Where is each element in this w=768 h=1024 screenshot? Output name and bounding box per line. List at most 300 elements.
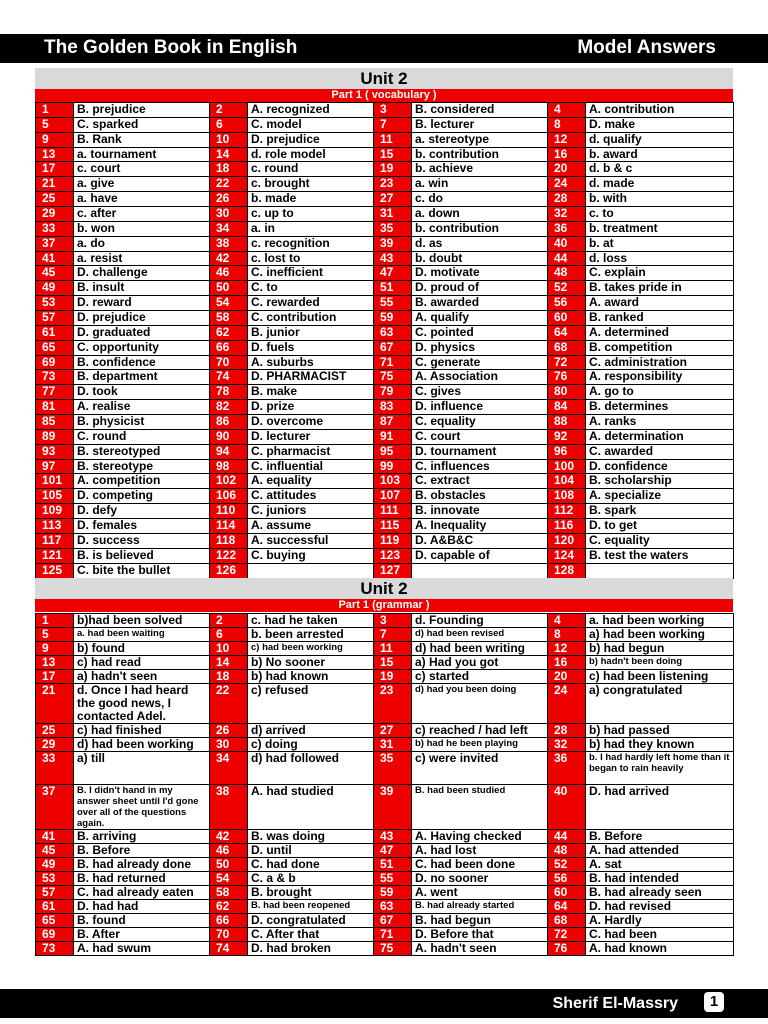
question-number: 64 bbox=[548, 900, 586, 914]
question-number: 95 bbox=[374, 444, 412, 459]
question-number: 17 bbox=[36, 670, 74, 684]
answer-cell: D. A&B&C bbox=[412, 533, 548, 548]
question-number: 10 bbox=[210, 132, 248, 147]
answer-cell: A. Association bbox=[412, 370, 548, 385]
answer-cell: A. assume bbox=[248, 519, 374, 534]
table-row bbox=[36, 886, 734, 900]
question-number: 20 bbox=[548, 162, 586, 177]
header-bar bbox=[0, 34, 768, 63]
answer-cell: a. had been working bbox=[586, 614, 734, 628]
question-number: 50 bbox=[210, 281, 248, 296]
answer-cell: D. to get bbox=[586, 519, 734, 534]
answer-cell: c. recognition bbox=[248, 236, 374, 251]
question-number: 79 bbox=[374, 385, 412, 400]
answer-cell: C. explain bbox=[586, 266, 734, 281]
answer-cell: c) had read bbox=[74, 656, 210, 670]
answer-cell: B. confidence bbox=[74, 355, 210, 370]
answer-cell: B. found bbox=[74, 914, 210, 928]
table-row bbox=[36, 858, 734, 872]
answer-cell: B. awarded bbox=[412, 296, 548, 311]
answer-cell: B. physicist bbox=[74, 415, 210, 430]
table-row bbox=[36, 355, 734, 370]
answer-cell: D. motivate bbox=[412, 266, 548, 281]
answer-cell: A. had swum bbox=[74, 942, 210, 956]
answer-cell: a. down bbox=[412, 207, 548, 222]
vocabulary-answers-table bbox=[35, 102, 734, 579]
question-number: 44 bbox=[548, 251, 586, 266]
answer-cell: d) had been revised bbox=[412, 628, 548, 642]
question-number: 40 bbox=[548, 785, 586, 830]
question-number: 124 bbox=[548, 548, 586, 563]
question-number: 24 bbox=[548, 684, 586, 724]
question-number: 52 bbox=[548, 281, 586, 296]
question-number: 19 bbox=[374, 670, 412, 684]
question-number: 82 bbox=[210, 400, 248, 415]
table-row bbox=[36, 459, 734, 474]
question-number: 35 bbox=[374, 221, 412, 236]
table-row bbox=[36, 207, 734, 222]
table-row bbox=[36, 872, 734, 886]
page-subtitle: Model Answers bbox=[577, 37, 716, 58]
answer-cell: C. bite the bullet bbox=[74, 563, 210, 578]
answer-cell: d) had been working bbox=[74, 738, 210, 752]
question-number: 14 bbox=[210, 656, 248, 670]
answer-cell: B. had already started bbox=[412, 900, 548, 914]
table-row bbox=[36, 914, 734, 928]
question-number: 1 bbox=[36, 103, 74, 118]
answer-cell: B. spark bbox=[586, 504, 734, 519]
table-row bbox=[36, 656, 734, 670]
answer-cell: C. opportunity bbox=[74, 340, 210, 355]
answer-cell: d) had followed bbox=[248, 752, 374, 785]
answer-cell: D. overcome bbox=[248, 415, 374, 430]
question-number: 26 bbox=[210, 192, 248, 207]
answer-cell: A. recognized bbox=[248, 103, 374, 118]
question-number: 15 bbox=[374, 656, 412, 670]
answer-cell: A. determined bbox=[586, 325, 734, 340]
question-number: 2 bbox=[210, 614, 248, 628]
answer-cell: D. had arrived bbox=[586, 785, 734, 830]
question-number: 121 bbox=[36, 548, 74, 563]
answer-cell: A. award bbox=[586, 296, 734, 311]
answer-cell: b) had he been playing bbox=[412, 738, 548, 752]
answer-cell: b. doubt bbox=[412, 251, 548, 266]
answer-cell: d. made bbox=[586, 177, 734, 192]
answer-cell: c) were invited bbox=[412, 752, 548, 785]
question-number: 39 bbox=[374, 236, 412, 251]
answer-cell: a. in bbox=[248, 221, 374, 236]
answer-cell: D. females bbox=[74, 519, 210, 534]
answer-cell bbox=[248, 563, 374, 578]
answer-cell: d) had been writing bbox=[412, 642, 548, 656]
table-row bbox=[36, 385, 734, 400]
answer-cell: c) reached / had left bbox=[412, 724, 548, 738]
table-row bbox=[36, 614, 734, 628]
question-number: 108 bbox=[548, 489, 586, 504]
answer-cell: B. was doing bbox=[248, 830, 374, 844]
question-number: 32 bbox=[548, 738, 586, 752]
question-number: 41 bbox=[36, 830, 74, 844]
table-row bbox=[36, 340, 734, 355]
question-number: 2 bbox=[210, 103, 248, 118]
answer-cell: b. contribution bbox=[412, 147, 548, 162]
question-number: 61 bbox=[36, 325, 74, 340]
table-row bbox=[36, 132, 734, 147]
question-number: 11 bbox=[374, 132, 412, 147]
part-heading: Part 1 (grammar ) bbox=[35, 599, 733, 612]
question-number: 69 bbox=[36, 928, 74, 942]
question-number: 43 bbox=[374, 251, 412, 266]
answer-cell: c) doing bbox=[248, 738, 374, 752]
answer-cell: A. equality bbox=[248, 474, 374, 489]
answer-cell: B. had been studied bbox=[412, 785, 548, 830]
question-number: 36 bbox=[548, 221, 586, 236]
answer-cell: b. made bbox=[248, 192, 374, 207]
question-number: 60 bbox=[548, 311, 586, 326]
question-number: 111 bbox=[374, 504, 412, 519]
question-number: 26 bbox=[210, 724, 248, 738]
question-number: 128 bbox=[548, 563, 586, 578]
answer-cell: C. After that bbox=[248, 928, 374, 942]
question-number: 77 bbox=[36, 385, 74, 400]
question-number: 48 bbox=[548, 844, 586, 858]
answer-cell: D. confidence bbox=[586, 459, 734, 474]
answer-cell: A. sat bbox=[586, 858, 734, 872]
question-number: 11 bbox=[374, 642, 412, 656]
question-number: 74 bbox=[210, 370, 248, 385]
question-number: 115 bbox=[374, 519, 412, 534]
answer-cell: A. Inequality bbox=[412, 519, 548, 534]
answer-cell: D. had broken bbox=[248, 942, 374, 956]
question-number: 93 bbox=[36, 444, 74, 459]
question-number: 40 bbox=[548, 236, 586, 251]
answer-cell: D. prize bbox=[248, 400, 374, 415]
question-number: 101 bbox=[36, 474, 74, 489]
table-row bbox=[36, 548, 734, 563]
table-row bbox=[36, 830, 734, 844]
question-number: 58 bbox=[210, 886, 248, 900]
answer-cell: A. had studied bbox=[248, 785, 374, 830]
question-number: 60 bbox=[548, 886, 586, 900]
question-number: 57 bbox=[36, 886, 74, 900]
answer-cell: C. influential bbox=[248, 459, 374, 474]
table-row bbox=[36, 400, 734, 415]
answer-cell: C. to bbox=[248, 281, 374, 296]
answer-cell: B. I didn't hand in my answer sheet until I'd gone over all of the questions again. bbox=[74, 785, 210, 830]
answer-cell: B. considered bbox=[412, 103, 548, 118]
question-number: 104 bbox=[548, 474, 586, 489]
answer-cell: B. had intended bbox=[586, 872, 734, 886]
answer-cell: c. court bbox=[74, 162, 210, 177]
question-number: 54 bbox=[210, 872, 248, 886]
question-number: 116 bbox=[548, 519, 586, 534]
question-number: 47 bbox=[374, 844, 412, 858]
answer-cell: D. influence bbox=[412, 400, 548, 415]
answer-cell: C. had been bbox=[586, 928, 734, 942]
answer-cell: c. up to bbox=[248, 207, 374, 222]
answer-cell bbox=[586, 563, 734, 578]
question-number: 119 bbox=[374, 533, 412, 548]
answer-cell: c. do bbox=[412, 192, 548, 207]
answer-cell: b) No sooner bbox=[248, 656, 374, 670]
answer-cell: b. contribution bbox=[412, 221, 548, 236]
question-number: 36 bbox=[548, 752, 586, 785]
question-number: 51 bbox=[374, 281, 412, 296]
answer-cell: A. determination bbox=[586, 429, 734, 444]
answer-cell: b. at bbox=[586, 236, 734, 251]
question-number: 68 bbox=[548, 914, 586, 928]
question-number: 71 bbox=[374, 355, 412, 370]
table-row bbox=[36, 519, 734, 534]
question-number: 5 bbox=[36, 628, 74, 642]
question-number: 21 bbox=[36, 177, 74, 192]
answer-cell: d. Once I had heard the good news, I contacted Adel. bbox=[74, 684, 210, 724]
question-number: 30 bbox=[210, 738, 248, 752]
question-number: 53 bbox=[36, 872, 74, 886]
table-row bbox=[36, 900, 734, 914]
answer-cell: A. qualify bbox=[412, 311, 548, 326]
grammar-answers-table bbox=[35, 613, 734, 956]
answer-cell: D. lecturer bbox=[248, 429, 374, 444]
question-number: 126 bbox=[210, 563, 248, 578]
answer-cell: a. do bbox=[74, 236, 210, 251]
answer-cell: D. congratulated bbox=[248, 914, 374, 928]
answer-cell: B. competition bbox=[586, 340, 734, 355]
question-number: 9 bbox=[36, 642, 74, 656]
question-number: 7 bbox=[374, 628, 412, 642]
table-row bbox=[36, 147, 734, 162]
question-number: 78 bbox=[210, 385, 248, 400]
answer-cell: b. won bbox=[74, 221, 210, 236]
answer-cell: a) had been working bbox=[586, 628, 734, 642]
answer-cell: C. extract bbox=[412, 474, 548, 489]
answer-cell: b) had they known bbox=[586, 738, 734, 752]
answer-cell: A. ranks bbox=[586, 415, 734, 430]
question-number: 10 bbox=[210, 642, 248, 656]
question-number: 99 bbox=[374, 459, 412, 474]
question-number: 65 bbox=[36, 340, 74, 355]
question-number: 96 bbox=[548, 444, 586, 459]
answer-cell: B. department bbox=[74, 370, 210, 385]
question-number: 49 bbox=[36, 281, 74, 296]
question-number: 122 bbox=[210, 548, 248, 563]
answer-cell: D. capable of bbox=[412, 548, 548, 563]
question-number: 25 bbox=[36, 192, 74, 207]
table-row bbox=[36, 628, 734, 642]
table-row bbox=[36, 785, 734, 830]
answer-cell: B. stereotype bbox=[74, 459, 210, 474]
question-number: 125 bbox=[36, 563, 74, 578]
question-number: 28 bbox=[548, 192, 586, 207]
question-number: 32 bbox=[548, 207, 586, 222]
answer-cell: C. had been done bbox=[412, 858, 548, 872]
question-number: 72 bbox=[548, 928, 586, 942]
question-number: 6 bbox=[210, 117, 248, 132]
answer-cell: a. tournament bbox=[74, 147, 210, 162]
question-number: 3 bbox=[374, 614, 412, 628]
answer-cell: B. arriving bbox=[74, 830, 210, 844]
question-number: 50 bbox=[210, 858, 248, 872]
question-number: 9 bbox=[36, 132, 74, 147]
answer-cell: C. administration bbox=[586, 355, 734, 370]
table-row bbox=[36, 844, 734, 858]
question-number: 23 bbox=[374, 684, 412, 724]
question-number: 55 bbox=[374, 296, 412, 311]
answer-cell: C. rewarded bbox=[248, 296, 374, 311]
table-row bbox=[36, 684, 734, 724]
table-row bbox=[36, 325, 734, 340]
table-row bbox=[36, 221, 734, 236]
question-number: 30 bbox=[210, 207, 248, 222]
answer-cell: d. role model bbox=[248, 147, 374, 162]
question-number: 37 bbox=[36, 236, 74, 251]
answer-cell: B. brought bbox=[248, 886, 374, 900]
question-number: 35 bbox=[374, 752, 412, 785]
table-row bbox=[36, 103, 734, 118]
question-number: 27 bbox=[374, 192, 412, 207]
question-number: 84 bbox=[548, 400, 586, 415]
part-heading: Part 1 ( vocabulary ) bbox=[35, 89, 733, 102]
question-number: 113 bbox=[36, 519, 74, 534]
table-row bbox=[36, 563, 734, 578]
table-row bbox=[36, 928, 734, 942]
unit-heading: Unit 2 bbox=[35, 578, 733, 599]
answer-cell: c. had he taken bbox=[248, 614, 374, 628]
question-number: 85 bbox=[36, 415, 74, 430]
answer-cell: b)had been solved bbox=[74, 614, 210, 628]
question-number: 62 bbox=[210, 900, 248, 914]
answer-cell: B. had already seen bbox=[586, 886, 734, 900]
answer-cell: D. proud of bbox=[412, 281, 548, 296]
answer-cell: b. I had hardly left home than it began to rain heavily bbox=[586, 752, 734, 785]
answer-cell: c) had finished bbox=[74, 724, 210, 738]
table-row bbox=[36, 670, 734, 684]
question-number: 7 bbox=[374, 117, 412, 132]
table-row bbox=[36, 533, 734, 548]
question-number: 38 bbox=[210, 785, 248, 830]
answer-cell: B. make bbox=[248, 385, 374, 400]
question-number: 70 bbox=[210, 355, 248, 370]
answer-cell: B. insult bbox=[74, 281, 210, 296]
question-number: 27 bbox=[374, 724, 412, 738]
question-number: 39 bbox=[374, 785, 412, 830]
table-row bbox=[36, 415, 734, 430]
question-number: 12 bbox=[548, 642, 586, 656]
table-row bbox=[36, 177, 734, 192]
answer-cell: B. had begun bbox=[412, 914, 548, 928]
answer-cell: B. stereotyped bbox=[74, 444, 210, 459]
question-number: 8 bbox=[548, 117, 586, 132]
answer-cell: D. physics bbox=[412, 340, 548, 355]
answer-cell: B. had already done bbox=[74, 858, 210, 872]
table-row bbox=[36, 192, 734, 207]
answer-cell: A. realise bbox=[74, 400, 210, 415]
question-number: 73 bbox=[36, 942, 74, 956]
question-number: 100 bbox=[548, 459, 586, 474]
answer-cell: a. had been waiting bbox=[74, 628, 210, 642]
answer-cell: d) had you been doing bbox=[412, 684, 548, 724]
answer-cell: C. had already eaten bbox=[74, 886, 210, 900]
question-number: 76 bbox=[548, 942, 586, 956]
question-number: 103 bbox=[374, 474, 412, 489]
question-number: 33 bbox=[36, 221, 74, 236]
answer-cell: D. tournament bbox=[412, 444, 548, 459]
question-number: 61 bbox=[36, 900, 74, 914]
question-number: 18 bbox=[210, 670, 248, 684]
question-number: 13 bbox=[36, 656, 74, 670]
answer-cell: B. scholarship bbox=[586, 474, 734, 489]
question-number: 73 bbox=[36, 370, 74, 385]
footer-bar bbox=[0, 989, 768, 1018]
question-number: 16 bbox=[548, 147, 586, 162]
book-title: The Golden Book in English bbox=[44, 37, 298, 58]
answer-cell: C. equality bbox=[586, 533, 734, 548]
question-number: 72 bbox=[548, 355, 586, 370]
question-number: 8 bbox=[548, 628, 586, 642]
answer-cell: D. Before that bbox=[412, 928, 548, 942]
answer-cell: B. Before bbox=[74, 844, 210, 858]
question-number: 16 bbox=[548, 656, 586, 670]
answer-cell: b) had begun bbox=[586, 642, 734, 656]
question-number: 91 bbox=[374, 429, 412, 444]
table-row bbox=[36, 724, 734, 738]
question-number: 34 bbox=[210, 752, 248, 785]
table-row bbox=[36, 444, 734, 459]
answer-cell: a. resist bbox=[74, 251, 210, 266]
table-row bbox=[36, 117, 734, 132]
question-number: 90 bbox=[210, 429, 248, 444]
answer-cell: c) had been working bbox=[248, 642, 374, 656]
table-row bbox=[36, 429, 734, 444]
question-number: 64 bbox=[548, 325, 586, 340]
question-number: 86 bbox=[210, 415, 248, 430]
table-row bbox=[36, 311, 734, 326]
answer-cell: c. round bbox=[248, 162, 374, 177]
question-number: 3 bbox=[374, 103, 412, 118]
question-number: 120 bbox=[548, 533, 586, 548]
answer-cell: A. Hardly bbox=[586, 914, 734, 928]
unit-heading: Unit 2 bbox=[35, 68, 733, 89]
question-number: 13 bbox=[36, 147, 74, 162]
question-number: 44 bbox=[548, 830, 586, 844]
question-number: 67 bbox=[374, 340, 412, 355]
question-number: 66 bbox=[210, 340, 248, 355]
question-number: 55 bbox=[374, 872, 412, 886]
question-number: 59 bbox=[374, 886, 412, 900]
answer-cell: D. until bbox=[248, 844, 374, 858]
answer-cell: C. buying bbox=[248, 548, 374, 563]
answer-cell: a) Had you got bbox=[412, 656, 548, 670]
answer-cell: B. takes pride in bbox=[586, 281, 734, 296]
answer-cell: D. prejudice bbox=[248, 132, 374, 147]
question-number: 23 bbox=[374, 177, 412, 192]
question-number: 24 bbox=[548, 177, 586, 192]
question-number: 45 bbox=[36, 266, 74, 281]
question-number: 94 bbox=[210, 444, 248, 459]
answer-cell: B. innovate bbox=[412, 504, 548, 519]
answer-cell: A. went bbox=[412, 886, 548, 900]
question-number: 112 bbox=[548, 504, 586, 519]
answer-cell: b) had known bbox=[248, 670, 374, 684]
answer-cell: B. After bbox=[74, 928, 210, 942]
answer-cell: C. round bbox=[74, 429, 210, 444]
question-number: 31 bbox=[374, 738, 412, 752]
answer-cell: D. fuels bbox=[248, 340, 374, 355]
answer-cell: C. had done bbox=[248, 858, 374, 872]
answer-cell: c. after bbox=[74, 207, 210, 222]
question-number: 48 bbox=[548, 266, 586, 281]
answer-cell: D. prejudice bbox=[74, 311, 210, 326]
